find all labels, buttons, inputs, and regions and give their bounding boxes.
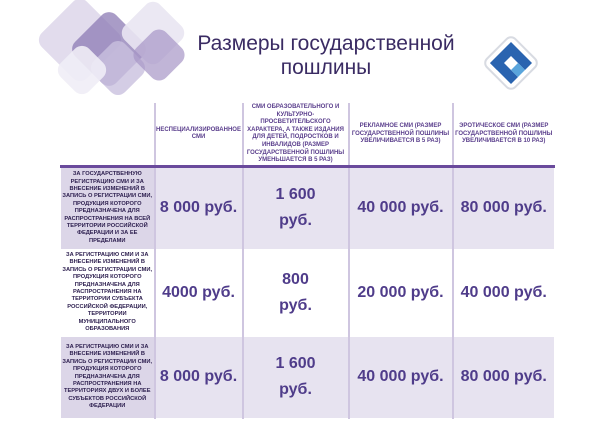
table-row — [61, 166, 555, 249]
fee-value: 1 600 руб. — [243, 166, 349, 249]
fee-value: 1 600 руб. — [243, 336, 349, 418]
header-cell-empty — [61, 104, 155, 167]
fees-table — [60, 103, 555, 419]
row-label: ЗА РЕГИСТРАЦИЮ СМИ И ЗА ВНЕСЕНИЕ ИЗМЕНЕНИЙ В ЗАПИСЬ О РЕГИСТРАЦИИ СМИ, ПРОДУКЦИЯ КОТОРОГО ПРЕДНАЗНАЧЕНА ДЛЯ РАСПРОСТРАНЕНИЯ НА ТЕРРИТОРИЯХ ДВУХ И БОЛЕЕ СУБЪЕКТОВ РОССИЙСКОЙ ФЕДЕРАЦИИ — [61, 336, 155, 418]
header-cell-erotic: ЭРОТИЧЕСКОЕ СМИ (РАЗМЕР ГОСУДАРСТВЕННОЙ ПОШЛИНЫ УВЕЛИЧИВАЕТСЯ В 10 РАЗ) — [453, 104, 555, 167]
fee-value: 40 000 руб. — [349, 166, 453, 249]
header-cell-nonspecialized: НЕСПЕЦИАЛИЗИРОВАННОЕ СМИ — [155, 104, 243, 167]
header-cell-advertising: РЕКЛАМНОЕ СМИ (РАЗМЕР ГОСУДАРСТВЕННОЙ ПОШЛИНЫ УВЕЛИЧИВАЕТСЯ В 5 РАЗ) — [349, 104, 453, 167]
fee-value: 8 000 руб. — [155, 336, 243, 418]
fee-value: 800 руб. — [243, 249, 349, 336]
fee-value: 4000 руб. — [155, 249, 243, 336]
fee-value: 40 000 руб. — [453, 249, 555, 336]
fee-value: 8 000 руб. — [155, 166, 243, 249]
row-label: ЗА РЕГИСТРАЦИЮ СМИ И ЗА ВНЕСЕНИЕ ИЗМЕНЕНИЙ В ЗАПИСЬ О РЕГИСТРАЦИИ СМИ, ПРОДУКЦИЯ КОТОРОГО ПРЕДНАЗНАЧЕНА ДЛЯ РАСПРОСТРАНЕНИЯ НА ТЕРРИТОРИИ СУБЪЕКТА РОССИЙСКОЙ ФЕДЕРАЦИИ, ТЕРРИТОРИИ МУНИЦИПАЛЬНОГО ОБРАЗОВАНИЯ — [61, 249, 155, 336]
fee-value: 80 000 руб. — [453, 336, 555, 418]
table-row — [61, 249, 555, 336]
row-label: ЗА ГОСУДАРСТВЕННУЮ РЕГИСТРАЦИЮ СМИ И ЗА ВНЕСЕНИЕ ИЗМЕНЕНИЙ В ЗАПИСЬ О РЕГИСТРАЦИИ СМИ, ПРОДУКЦИЯ КОТОРОГО ПРЕДНАЗНАЧЕНА ДЛЯ РАСПРОСТРАНЕНИЯ НА ВСЕЙ ТЕРРИТОРИИ РОССИЙСКОЙ ФЕДЕРАЦИИ И ЗА ЕЕ ПРЕДЕЛАМИ — [61, 166, 155, 249]
header-cell-educational: СМИ ОБРАЗОВАТЕЛЬНОГО И КУЛЬТУРНО-ПРОСВЕТИТЕЛЬСКОГО ХАРАКТЕРА, А ТАКЖЕ ИЗДАНИЯ ДЛЯ ДЕТЕЙ, ПОДРОСТКОВ И ИНВАЛИДОВ (РАЗМЕР ГОСУДАРСТВЕННОЙ ПОШЛИНЫ УМЕНЬШАЕТСЯ В 5 РАЗ) — [243, 104, 349, 167]
page-title — [180, 32, 472, 80]
fee-value: 20 000 руб. — [349, 249, 453, 336]
fee-value: 40 000 руб. — [349, 336, 453, 418]
roskomnadzor-emblem-icon — [478, 30, 544, 96]
title-line-1: Размеры государственной — [197, 32, 455, 55]
table-row — [61, 336, 555, 418]
table-header-row — [61, 104, 555, 167]
fee-value: 80 000 руб. — [453, 166, 555, 249]
title-line-2: пошлины — [280, 56, 372, 79]
